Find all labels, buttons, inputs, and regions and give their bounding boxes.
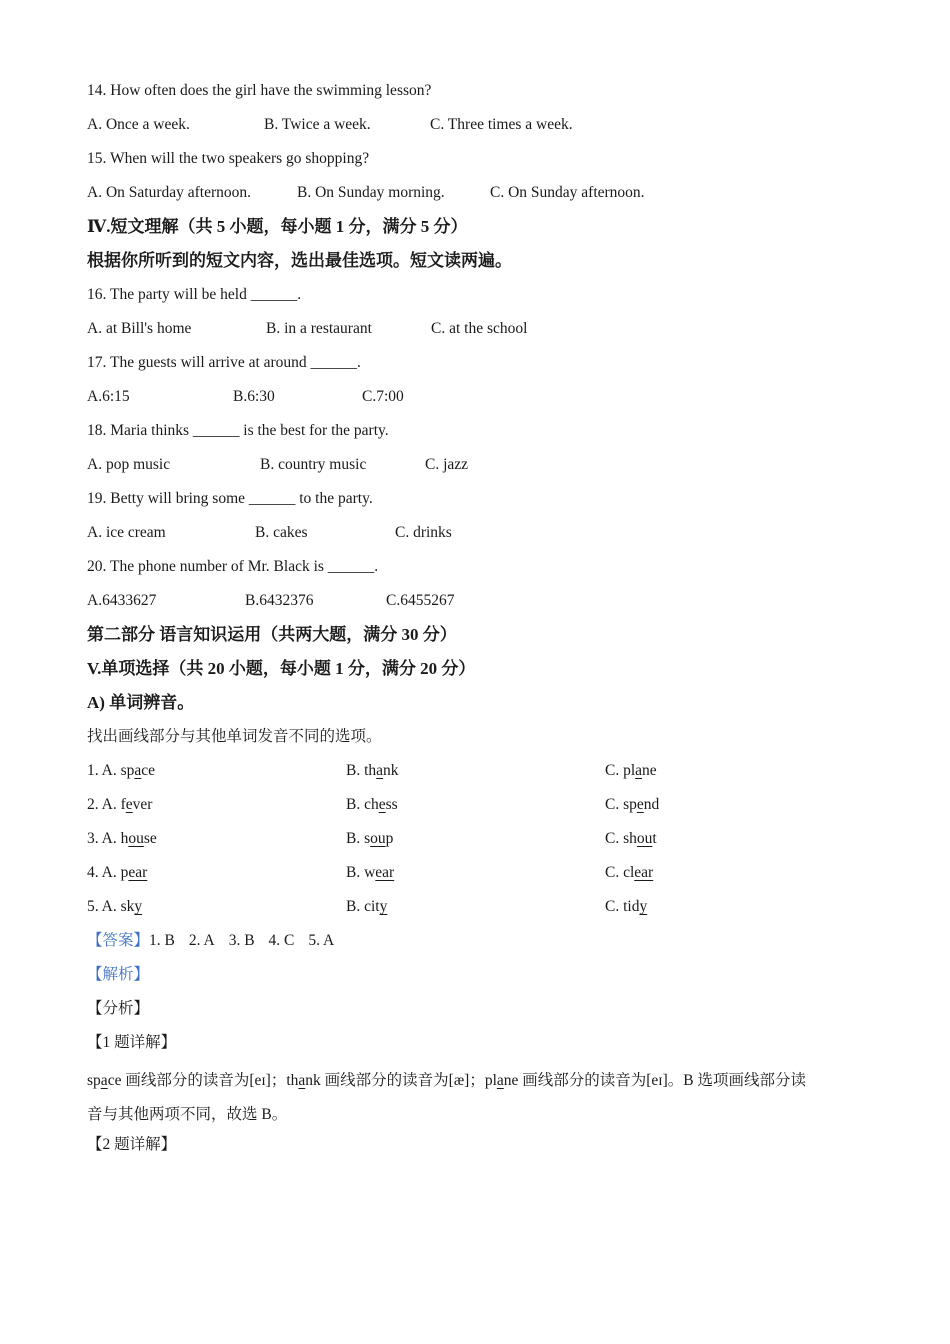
option-a: A. ice cream <box>87 524 166 541</box>
phonics-row <box>87 758 877 792</box>
answer-item: 1. B <box>149 932 175 949</box>
question-16-options <box>87 316 877 350</box>
question-15-options <box>87 180 877 214</box>
option-b: B. in a restaurant <box>266 320 372 337</box>
option-a: A. On Saturday afternoon. <box>87 184 251 201</box>
detail-1-heading: 【1 题详解】 <box>87 1034 177 1051</box>
option-b: B. thank <box>346 762 399 779</box>
section-4-title: Ⅳ.短文理解（共 5 小题，每小题 1 分，满分 5 分） <box>87 217 468 236</box>
option-b: B. Twice a week. <box>264 116 371 133</box>
option-c: C. plane <box>605 762 657 779</box>
option-b: B. wear <box>346 864 395 881</box>
section-5-subtitle: A) 单词辨音。 <box>87 693 195 712</box>
question-17-options <box>87 384 877 418</box>
option-b: B.6:30 <box>233 388 275 405</box>
analysis-fenxi: 【分析】 <box>87 1000 150 1017</box>
part-2-title: 第二部分 语言知识运用（共两大题，满分 30 分） <box>87 625 457 644</box>
option-a: 4. A. pear <box>87 864 148 881</box>
question-15-stem: 15. When will the two speakers go shopping? <box>87 150 370 167</box>
option-c: C. shout <box>605 830 657 847</box>
option-a: A.6433627 <box>87 592 157 609</box>
option-c: C. jazz <box>425 456 469 473</box>
question-18-options <box>87 452 877 486</box>
option-c: C. Three times a week. <box>430 116 573 133</box>
answer-item: 5. A <box>308 932 335 949</box>
option-c: C.7:00 <box>362 388 404 405</box>
question-14-stem: 14. How often does the girl have the swimming lesson? <box>87 82 432 99</box>
option-a: A. Once a week. <box>87 116 190 133</box>
option-b: B. city <box>346 898 388 915</box>
answer-item: 2. A <box>188 932 215 949</box>
option-b: B. chess <box>346 796 398 813</box>
option-b: B. cakes <box>255 524 308 541</box>
option-a: 1. A. space <box>87 762 156 779</box>
option-c: C. spend <box>605 796 660 813</box>
option-b: B. On Sunday morning. <box>297 184 445 201</box>
option-b: B. country music <box>260 456 367 473</box>
option-c: C. drinks <box>395 524 452 541</box>
option-a: 5. A. sky <box>87 898 143 915</box>
section-5-title: V.单项选择（共 20 小题，每小题 1 分，满分 20 分） <box>87 659 476 678</box>
option-c: C. at the school <box>431 320 528 337</box>
document-page <box>87 78 877 1166</box>
question-20-stem: 20. The phone number of Mr. Black is ______. <box>87 558 379 575</box>
option-a: A. pop music <box>87 456 171 473</box>
analysis-label: 【解析】 <box>87 966 150 983</box>
option-c: C. clear <box>605 864 654 881</box>
option-a: 2. A. fever <box>87 796 153 813</box>
option-a: 3. A. house <box>87 830 157 847</box>
phonics-row <box>87 894 877 928</box>
answer-item: 3. B <box>228 932 255 949</box>
question-19-options <box>87 520 877 554</box>
question-18-stem: 18. Maria thinks ______ is the best for the party. <box>87 422 389 439</box>
option-b: B. soup <box>346 830 394 847</box>
option-c: C. tidy <box>605 898 648 915</box>
question-17-stem: 17. The guests will arrive at around ______. <box>87 354 361 371</box>
phonics-row <box>87 826 877 860</box>
question-16-stem: 16. The party will be held ______. <box>87 286 302 303</box>
phonics-row <box>87 860 877 894</box>
answer-line <box>87 928 877 962</box>
phonics-row <box>87 792 877 826</box>
option-c: C. On Sunday afternoon. <box>490 184 645 201</box>
question-14-options <box>87 112 877 146</box>
answer-item: 4. C <box>268 932 295 949</box>
question-19-stem: 19. Betty will bring some ______ to the party. <box>87 490 373 507</box>
detail-1-paragraph: space 画线部分的读音为[eɪ]；thank 画线部分的读音为[æ]；plane 画线部分的读音为[eɪ]。B 选项画线部分读 音与其他两项不同，故选 B。 <box>87 1072 806 1123</box>
answer-label: 【答案】 <box>87 932 150 949</box>
section-4-instruction: 根据你所听到的短文内容，选出最佳选项。短文读两遍。 <box>87 251 512 270</box>
option-a: A. at Bill's home <box>87 320 192 337</box>
option-c: C.6455267 <box>386 592 455 609</box>
option-b: B.6432376 <box>245 592 314 609</box>
section-5-instruction: 找出画线部分与其他单词发音不同的选项。 <box>87 728 382 745</box>
option-a: A.6:15 <box>87 388 130 405</box>
question-20-options <box>87 588 877 622</box>
detail-2-heading: 【2 题详解】 <box>87 1136 177 1153</box>
